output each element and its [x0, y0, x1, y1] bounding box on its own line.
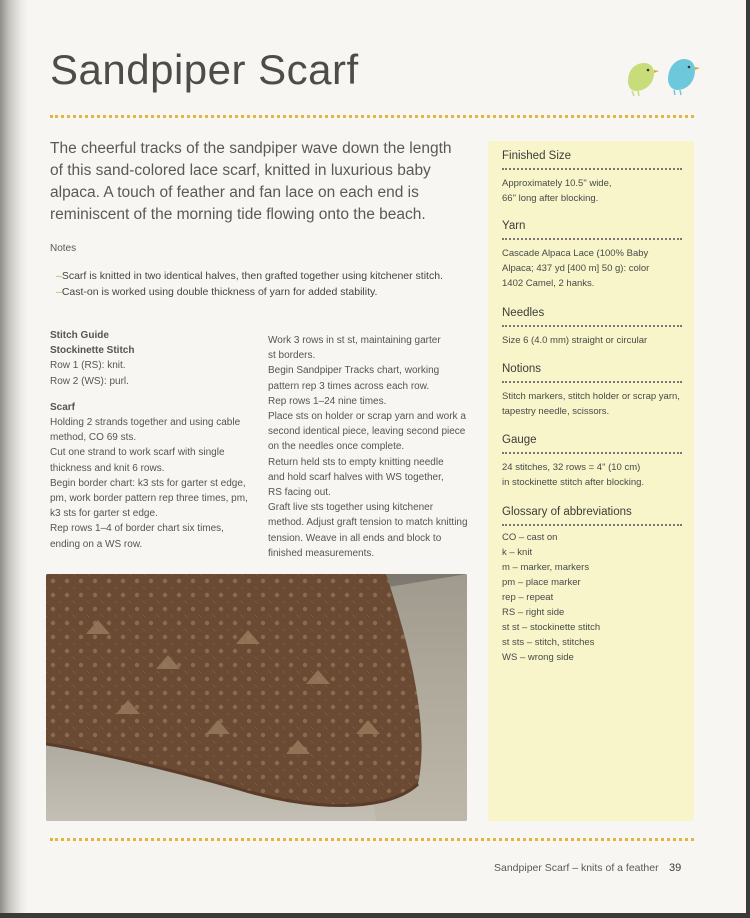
- yarn-heading: Yarn: [502, 220, 526, 232]
- scarf-line: pm, work border pattern rep three times, pm,: [50, 493, 248, 505]
- scarf-line: Begin border chart: k3 sts for garter st edge,: [50, 477, 246, 489]
- instruction-line: Return held sts to empty knitting needle: [268, 456, 444, 468]
- sidebar-line: 1402 Camel, 2 hanks.: [502, 278, 595, 289]
- finished-size-text: [502, 176, 682, 206]
- sidebar-line: in stockinette stitch after blocking.: [502, 477, 645, 488]
- green-bird-icon: [628, 63, 659, 96]
- scarf-line: Holding 2 strands together and using cable: [50, 417, 241, 429]
- scarf-line: method, CO 69 sts.: [50, 432, 137, 444]
- title-divider: [50, 115, 694, 118]
- scarf-line: ending on a WS row.: [50, 538, 143, 550]
- sidebar-line: Cascade Alpaca Lace (100% Baby: [502, 248, 649, 259]
- glossary-entry: m – marker, markers: [502, 562, 590, 573]
- glossary-entry: CO – cast on: [502, 532, 558, 543]
- notes-list: [56, 268, 443, 300]
- stitch-guide-subheading: Stockinette Stitch: [50, 345, 135, 357]
- blue-bird-icon: [668, 59, 700, 95]
- needles-text: [502, 333, 682, 348]
- instruction-line: st borders.: [268, 350, 316, 362]
- sidebar-divider: [502, 452, 682, 454]
- footer-divider: [50, 838, 694, 841]
- glossary-entry: pm – place marker: [502, 577, 581, 588]
- instruction-line: Rep rows 1–24 nine times.: [268, 395, 387, 407]
- scarf-heading: Scarf: [50, 401, 76, 413]
- gauge-text: [502, 460, 682, 490]
- stitch-guide-row: Row 1 (RS): knit.: [50, 360, 126, 372]
- sidebar-line: tapestry needle, scissors.: [502, 406, 610, 417]
- page-title: Sandpiper Scarf: [50, 46, 359, 93]
- instructions-column: [268, 333, 478, 561]
- stitch-guide-column: [50, 328, 250, 552]
- instruction-line: Graft live sts together using kitchener: [268, 502, 434, 514]
- scarf-line: k3 sts for garter st edge.: [50, 508, 158, 520]
- sidebar-line: Stitch markers, stitch holder or scrap yarn,: [502, 391, 680, 402]
- book-spine-shadow: [0, 0, 28, 913]
- sidebar-divider: [502, 381, 682, 383]
- sidebar-line: Approximately 10.5" wide,: [502, 178, 612, 189]
- glossary-entry: RS – right side: [502, 607, 565, 618]
- glossary-entry: rep – repeat: [502, 592, 554, 603]
- intro-paragraph: The cheerful tracks of the sandpiper wave down the length of this sand-colored lace scarf, knitted in luxurious baby alpaca. A touch of feather and fan lace on each end is reminiscent of the morning tide flowing onto the beach.: [50, 140, 452, 223]
- notes-heading: Notes: [50, 243, 77, 254]
- sidebar-line: Size 6 (4.0 mm) straight or circular: [502, 335, 648, 346]
- stitch-guide-row: Row 2 (WS): purl.: [50, 375, 129, 387]
- instruction-line: finished measurements.: [268, 547, 375, 559]
- instruction-line: RS facing out.: [268, 487, 331, 499]
- pattern-details-sidebar: [488, 141, 694, 821]
- page-number: 39: [669, 862, 682, 874]
- sidebar-line: Alpaca; 437 yd [400 m] 50 g): color: [502, 263, 650, 274]
- yarn-text: [502, 246, 682, 291]
- instruction-line: on the needles once complete.: [268, 441, 405, 453]
- scarf-line: Cut one strand to work scarf with single: [50, 447, 225, 459]
- instruction-line: and hold scarf halves with WS together,: [268, 471, 444, 483]
- glossary-entry: WS – wrong side: [502, 652, 574, 663]
- sidebar-divider: [502, 524, 682, 526]
- finished-size-heading: Finished Size: [502, 150, 572, 162]
- notes-item: – Cast-on is worked using double thickness of yarn for added stability.: [56, 284, 443, 300]
- scarf-photo: [46, 574, 467, 821]
- birds-illustration: [622, 55, 702, 97]
- glossary-list: [502, 530, 682, 665]
- scarf-photo-illustration: [46, 574, 467, 821]
- instruction-line: Work 3 rows in st st, maintaining garter: [268, 335, 441, 346]
- instruction-line: method. Adjust graft tension to match knitting: [268, 517, 468, 529]
- running-footer: Sandpiper Scarf – knits of a feather: [494, 862, 659, 874]
- instruction-line: Place sts on holder or scrap yarn and work a: [268, 411, 466, 423]
- sidebar-divider: [502, 238, 682, 240]
- needles-heading: Needles: [502, 307, 545, 319]
- gauge-heading: Gauge: [502, 434, 537, 446]
- glossary-entry: st st – stockinette stitch: [502, 622, 601, 633]
- stitch-guide-heading: Stitch Guide: [50, 330, 109, 341]
- glossary-heading: Glossary of abbreviations: [502, 506, 632, 518]
- notes-item: – Scarf is knitted in two identical halves, then grafted together using kitchener stitch.: [56, 268, 443, 284]
- sidebar-divider: [502, 325, 682, 327]
- instruction-line: pattern rep 3 times across each row.: [268, 380, 430, 392]
- notions-heading: Notions: [502, 363, 541, 375]
- instruction-line: tension. Weave in all ends and block to: [268, 532, 442, 544]
- notions-text: [502, 389, 682, 419]
- instruction-line: second identical piece, leaving second piece: [268, 426, 466, 438]
- glossary-entry: k – knit: [502, 547, 533, 558]
- scarf-line: thickness and knit 6 rows.: [50, 462, 165, 474]
- instruction-line: Begin Sandpiper Tracks chart, working: [268, 365, 440, 377]
- sidebar-line: 66" long after blocking.: [502, 193, 599, 204]
- sidebar-line: 24 stitches, 32 rows = 4" (10 cm): [502, 462, 641, 473]
- glossary-entry: st sts – stitch, stitches: [502, 637, 595, 648]
- sidebar-divider: [502, 168, 682, 170]
- scarf-line: Rep rows 1–4 of border chart six times,: [50, 523, 224, 535]
